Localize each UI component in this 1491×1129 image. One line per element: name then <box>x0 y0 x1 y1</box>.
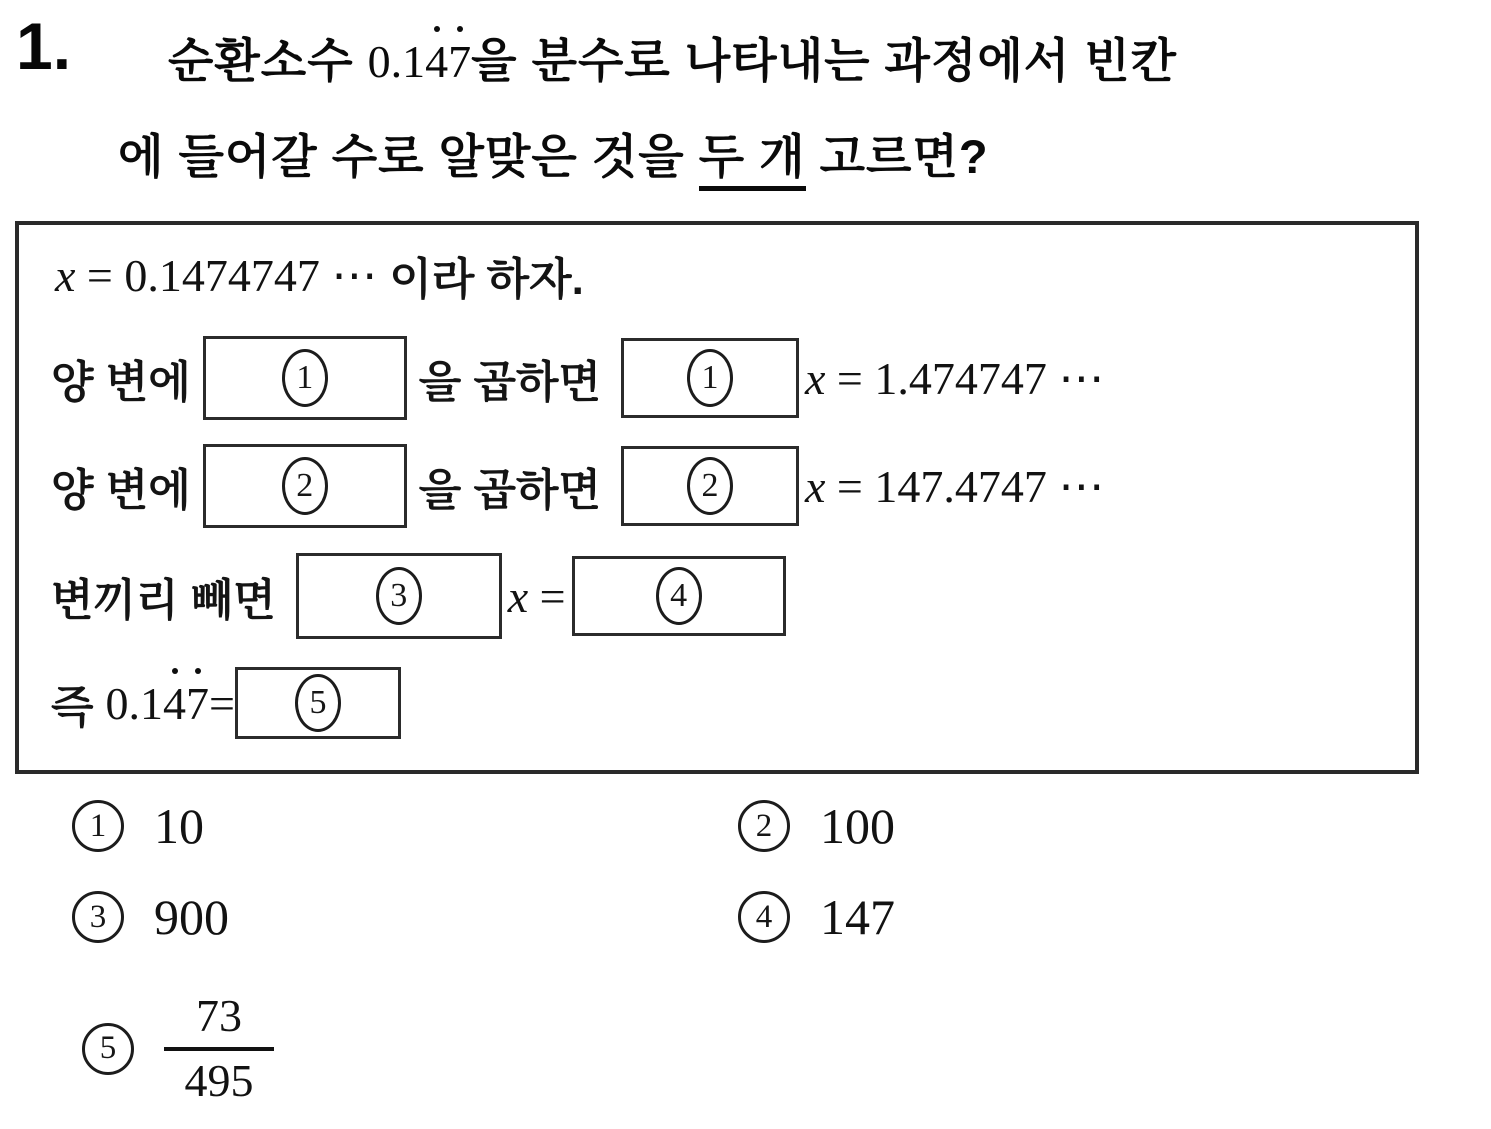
equation-3-rhs: = 147.4747 ⋯ <box>836 461 1105 512</box>
choice-item-1 <box>72 797 204 855</box>
solution-line-2 <box>51 333 1104 423</box>
blank-box-3 <box>296 553 502 639</box>
decimal-repeating-digit-2: 7 <box>448 36 472 87</box>
blank-box-2b <box>621 446 799 526</box>
underlined-phrase: 두 개 <box>699 130 806 191</box>
circled-marker-1b: 1 <box>687 349 733 407</box>
solution-box <box>15 221 1419 774</box>
line3-pre-label: 양 변에 <box>51 466 191 515</box>
variable-x-3: x <box>805 461 826 512</box>
solution-line-3 <box>51 441 1104 531</box>
circled-marker-4: 4 <box>656 567 702 625</box>
equals-sign-4: = <box>539 570 566 622</box>
choice-3-marker-icon: 3 <box>72 891 124 943</box>
equals-sign-5: = <box>209 677 235 729</box>
circled-marker-1: 1 <box>282 349 328 407</box>
line2-pre-label: 양 변에 <box>51 358 191 407</box>
choice-2-value: 100 <box>820 798 895 854</box>
recurring-decimal-2 <box>106 677 235 730</box>
decimal2-repeating-digit-2: 7 <box>186 677 210 729</box>
blank-box-2a <box>203 444 407 528</box>
choice-4-marker-icon: 4 <box>738 891 790 943</box>
question-title-line1 <box>168 24 1177 91</box>
choice-4-value: 147 <box>820 889 895 945</box>
line4-pre-label: 변끼리 빼면 <box>51 576 276 625</box>
equation-2-rhs: = 1.474747 ⋯ <box>836 353 1105 404</box>
circled-marker-2: 2 <box>282 457 328 515</box>
line3-mid-label: 을 곱하면 <box>418 466 601 515</box>
fraction-bar <box>164 1047 274 1051</box>
choice-2-marker-icon: 2 <box>738 800 790 852</box>
blank-box-1a <box>203 336 407 420</box>
choice-item-2 <box>738 797 895 855</box>
equation-3 <box>805 459 1104 513</box>
blank-box-4 <box>572 556 786 636</box>
decimal2-prefix: 0.1 <box>105 677 164 729</box>
choice-item-3 <box>72 888 229 946</box>
fraction-denominator: 495 <box>184 1054 254 1106</box>
choice-item-5 <box>82 990 274 1108</box>
fraction-numerator: 73 <box>196 990 242 1041</box>
circled-marker-3: 3 <box>376 567 422 625</box>
solution-line-4 <box>51 551 786 641</box>
line5-pre-label: 즉 <box>51 683 94 732</box>
title-text-post: 을 분수로 나타내는 과정에서 빈칸 <box>471 34 1178 87</box>
title2-text-post: 고르면? <box>805 130 989 183</box>
choice-1-value: 10 <box>154 798 204 854</box>
variable-x-4: x <box>507 570 529 622</box>
equation-4 <box>508 570 566 623</box>
decimal-prefix: 0.1 <box>367 36 426 87</box>
title2-text-pre: 에 들어갈 수로 알맞은 것을 <box>118 130 699 183</box>
title-text-pre: 순환소수 <box>168 34 368 87</box>
question-title-line2 <box>118 120 989 187</box>
solution-line-5 <box>51 663 401 743</box>
choice-1-marker-icon: 1 <box>72 800 124 852</box>
question-number: 1. <box>16 9 72 83</box>
equation-1-rhs: = 0.1474747 ⋯ <box>86 250 378 301</box>
decimal2-repeating-digit-1: 4 <box>163 677 187 729</box>
recurring-decimal <box>368 36 472 87</box>
solution-line-1 <box>55 243 584 307</box>
line2-mid-label: 을 곱하면 <box>418 358 601 407</box>
choice-3-value: 900 <box>154 889 229 945</box>
choice-5-marker-icon: 5 <box>82 1023 134 1075</box>
choice-5-fraction <box>164 990 274 1108</box>
decimal-repeating-digit-1: 4 <box>425 36 449 87</box>
blank-box-1b <box>621 338 799 418</box>
variable-x: x <box>55 250 76 301</box>
equation-2 <box>805 351 1104 405</box>
korean-tail-1: 이라 하자. <box>389 255 584 304</box>
variable-x-2: x <box>805 353 826 404</box>
blank-box-5 <box>235 667 401 739</box>
equation-1 <box>55 248 377 302</box>
choice-item-4 <box>738 888 895 946</box>
circled-marker-5: 5 <box>295 674 341 732</box>
circled-marker-2b: 2 <box>687 457 733 515</box>
